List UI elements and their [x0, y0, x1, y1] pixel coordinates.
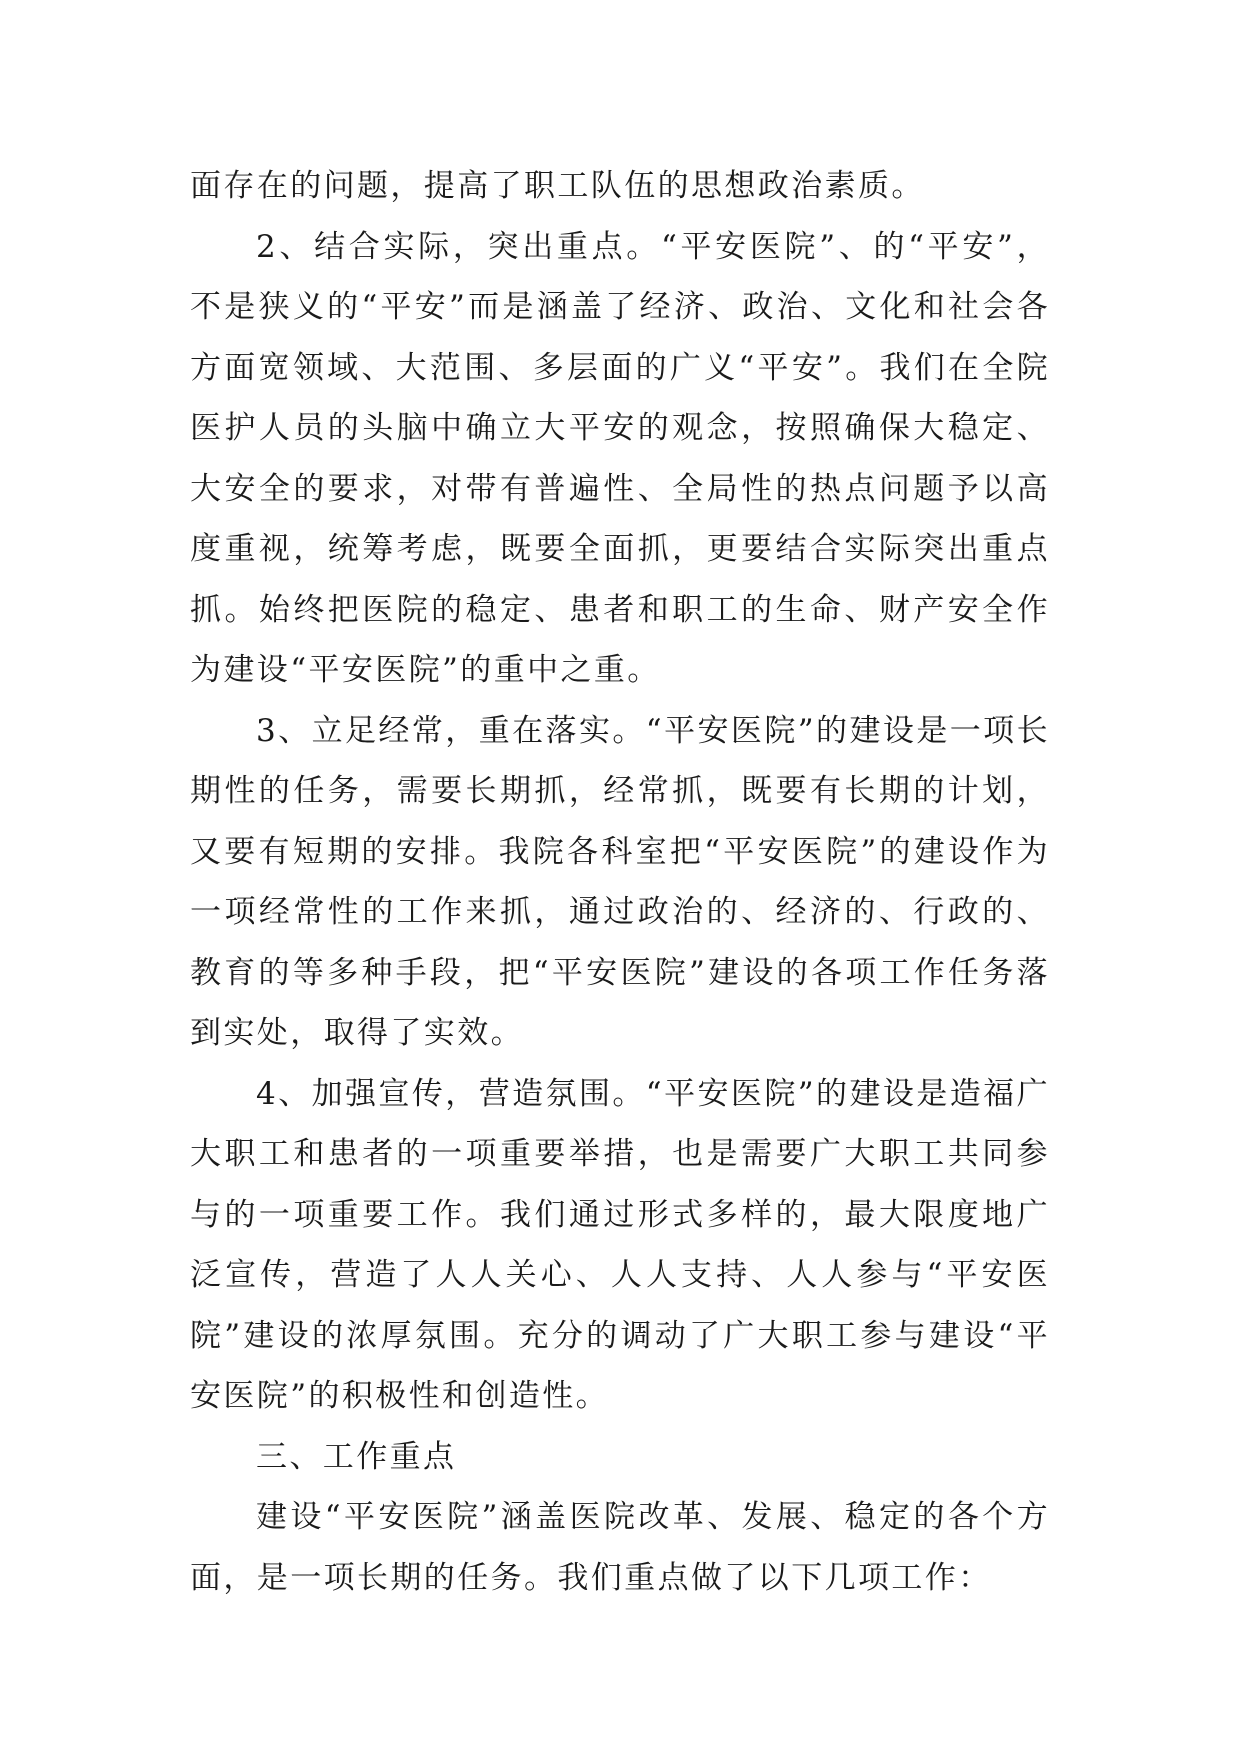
paragraph-point-4: 4、加强宣传，营造氛围。“平安医院”的建设是造福广大职工和患者的一项重要举措，也是需要广大职工共同参与的一项重要工作。我们通过形式多样的，最大限度地广泛宣传，营造了人人关心、人人支持、人人参与“平安医院”建设的浓厚氛围。充分的调动了广大职工参与建设“平安医院”的积极性和创造性。	[190, 1075, 1050, 1414]
paragraph-section-intro: 建设“平安医院”涵盖医院改革、发展、稳定的各个方面，是一项长期的任务。我们重点做了以下几项工作：	[190, 1499, 1050, 1596]
paragraph-point-3: 3、立足经常，重在落实。“平安医院”的建设是一项长期性的任务，需要长期抓，经常抓，既要有长期的计划，又要有短期的安排。我院各科室把“平安医院”的建设作为一项经常性的工作来抓，通过政治的、经济的、行政的、教育的等多种手段，把“平安医院”建设的各项工作任务落到实处，取得了实效。	[190, 712, 1050, 1051]
body-text	[190, 156, 1050, 1608]
paragraph-point-2: 2、结合实际，突出重点。“平安医院”、的“平安”，不是狭义的“平安”而是涵盖了经济、政治、文化和社会各方面宽领域、大范围、多层面的广义“平安”。我们在全院医护人员的头脑中确立大平安的观念，按照确保大稳定、大安全的要求，对带有普遍性、全局性的热点问题予以高度重视，统筹考虑，既要全面抓，更要结合实际突出重点抓。始终把医院的稳定、患者和职工的生命、财产安全作为建设“平安医院”的重中之重。	[190, 228, 1050, 688]
paragraph-continuation: 面存在的问题，提高了职工队伍的思想政治素质。	[190, 168, 925, 204]
section-heading-work-focus: 三、工作重点	[256, 1438, 457, 1475]
